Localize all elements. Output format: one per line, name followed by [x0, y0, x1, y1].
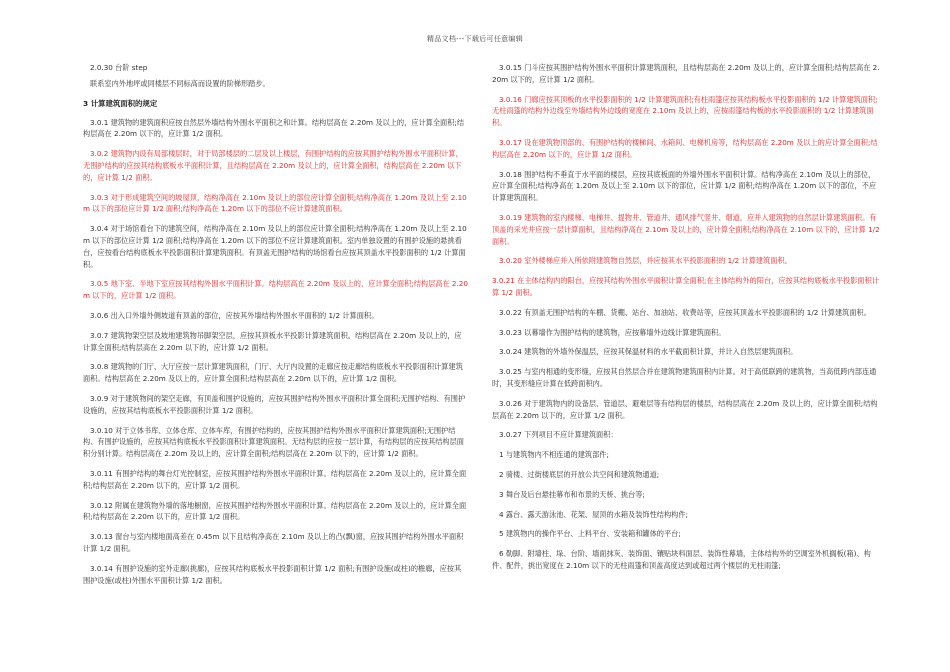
page-header: 精品文档---下载后可任意编辑: [426, 35, 524, 43]
clause-paragraph: 3.0.25 与室内相通的变形缝，应按其自然层合并在建筑物建筑面积内计算。对于高低联跨的建筑物，当高低跨内部连通时，其变形缝应计算在低跨面积内。: [492, 367, 877, 388]
clause-paragraph: 3.0.7 建筑物架空层及坡地建筑物吊脚架空层，应按其顶板水平投影计算建筑面积。结构层高在 2.20m 及以上的，应计算全面积;结构层高在 2.20m 以下的，应计算 1/2 面积。: [83, 330, 462, 352]
clause-paragraph: 3.0.9 对于建筑物间的架空走廊，有顶盖和围护设施的，应按其围护结构外围水平面积计算全面积;无围护结构、有围护设施的，应按其结构底板水平投影面积计算 1/2 面积。: [83, 393, 466, 415]
clause-paragraph: 2.0.30 台阶 step: [90, 63, 148, 72]
section-heading: 3 计算建筑面积的规定: [83, 98, 158, 108]
clause-paragraph: 4 露台、露天游泳池、花架、屋顶的水箱及装饰性结构构件;: [499, 509, 688, 519]
clause-paragraph: 3.0.23 以幕墙作为围护结构的建筑物，应按幕墙外边线计算建筑面积。: [499, 327, 726, 337]
clause-paragraph: 3 舞台及后台悬挂幕布和布景的天桥、挑台等;: [499, 489, 645, 499]
clause-paragraph: 3.0.19 建筑物的室内楼梯、电梯井、提物井、管道井、通风排气竖井、烟道，应并入建筑物的自然层计算建筑面积。有顶盖的采光井应按一层计算面积，且结构净高在 2.10m 及以上的，应计算全面积;结构净高在 2.10m 以下的，应计算 1/2 面积。: [492, 212, 880, 246]
clause-paragraph: 3.0.3 对于形成建筑空间的坡屋顶，结构净高在 2.10m 及以上的部位应计算全面积;结构净高在 1.20m 及以上至 2.10m 以下的部位应计算 1/2 面积;结构净高在 1.20m 以下的部位不应计算建筑面积。: [83, 192, 467, 214]
clause-paragraph: 3.0.20 室外楼梯应并入所依附建筑物自然层，并应按其水平投影面积的 1/2 计算建筑面积。: [499, 256, 792, 266]
clause-paragraph: 3.0.1 建筑物的建筑面积应按自然层外墙结构外围水平面积之和计算。结构层高在 2.20m 及以上的，应计算全面积;结构层高在 2.20m 以下的，应计算 1/2 面积。: [83, 117, 465, 139]
clause-paragraph: 3.0.16 门廊应按其顶板的水平投影面积的 1/2 计算建筑面积;有柱雨篷应按其结构板水平投影面积的 1/2 计算建筑面积;无柱雨篷的结构外边线至外墙结构外边线的宽度在 2.10m 及以上的，应按雨篷结构板的水平投影面积的 1/2 计算建筑面积。: [492, 94, 878, 128]
clause-paragraph: 3.0.24 建筑物的外墙外保温层，应按其保温材料的水平截面积计算，并计入自然层建筑面积。: [499, 347, 798, 357]
clause-paragraph: 5 建筑物内的操作平台、上料平台、安装箱和罐体的平台;: [499, 529, 681, 539]
clause-paragraph: 联系室内外地坪或同楼层不同标高而设置的阶梯形踏步。: [90, 78, 270, 88]
clause-paragraph: 3.0.26 对于建筑物内的设备层、管道层、避难层等有结构层的楼层，结构层高在 2.20m 及以上的，应计算全面积;结构层高在 2.20m 以下的，应计算 1/2 面积。: [492, 398, 878, 420]
clause-paragraph: 3.0.14 有围护设施的室外走廊(挑廊)，应按其结构底板水平投影面积计算 1/2 面积;有围护设施(或柱)的檐廊，应按其围护设施(或柱)外围水平面积计算 1/2 面积。: [83, 563, 462, 585]
right-column: [492, 62, 880, 580]
left-column: [83, 62, 468, 594]
clause-paragraph: 3.0.18 围护结构不垂直于水平面的楼层，应按其底板面的外墙外围水平面积计算。结构净高在 2.10m 及以上的部位，应计算全面积;结构净高在 1.20m 及以上至 2.10m 以下的部位，应计算 1/2 面积;结构净高在 1.20m 以下的部位，不应计算建筑面积。: [492, 169, 877, 203]
clause-paragraph: 3.0.2 建筑物内设有局部楼层时，对于局部楼层的二层及以上楼层，有围护结构的应按其围护结构外围水平面积计算，无围护结构的应按其结构底板水平面积计算，且结构层高在 2.20m 及以上的，应计算全面积，结构层高在 2.20m 以下的，应计算 1/2 面积。: [83, 149, 463, 182]
clause-paragraph: 3.0.5 地下室、半地下室应按其结构外围水平面积计算。结构层高在 2.20m 及以上的，应计算全面积;结构层高在 2.20m 以下的，应计算 1/2 面积。: [83, 279, 468, 301]
clause-paragraph: 3.0.21 在主体结构内的阳台，应按其结构外围水平面积计算全面积;在主体结构外的阳台，应按其结构底板水平投影面积计算 1/2 面积。: [492, 276, 879, 297]
clause-paragraph: 3.0.13 窗台与室内楼地面高差在 0.45m 以下且结构净高在 2.10m 及以上的凸(飘)窗，应按其围护结构外围水平面积计算 1/2 面积。: [83, 532, 464, 553]
clause-paragraph: 3.0.27 下列项目不应计算建筑面积：: [499, 430, 618, 440]
clause-paragraph: 3.0.15 门斗应按其围护结构外围水平面积计算建筑面积，且结构层高在 2.20m 及以上的，应计算全面积;结构层高在 2.20m 以下的，应计算 1/2 面积。: [492, 63, 880, 84]
clause-paragraph: 3.0.4 对于场馆看台下的建筑空间，结构净高在 2.10m 及以上的部位应计算全面积;结构净高在 1.20m 及以上至 2.10m 以下的部位应计算 1/2 面积;结构净高在 1.20m 以下的部位不应计算建筑面积。室内单独设置的有围护设施的悬挑看台，应按看台结构底板水平投影面积计算建筑面积。有顶盖无围护结构的场馆看台应按其顶盖水平投影面积的 1/2 计算面积。: [83, 224, 467, 269]
clause-paragraph: 2 骑楼、过街楼底层的开放公共空间和建筑物通道;: [499, 469, 660, 479]
clause-paragraph: 3.0.6 出入口外墙外侧坡道有顶盖的部位，应按其外墙结构外围水平面积的 1/2 计算面积。: [90, 310, 379, 320]
clause-paragraph: 3.0.10 对于立体书库、立体仓库、立体车库，有围护结构的，应按其围护结构外围水平面积计算建筑面积;无围护结构、有围护设施的，应按其结构底板水平投影面积计算建筑面积。无结构层的应按一层计算，有结构层的应按其结构层面积分别计算。结构层高在 2.20m 及以上的，应计算全面积;结构层高在 2.20m 以下的，应计算 1/2 面积。: [83, 425, 464, 459]
clause-paragraph: 1 与建筑物内不相连通的建筑部件;: [499, 450, 609, 460]
clause-paragraph: 3.0.11 有围护结构的舞台灯光控制室，应按其围护结构外围水平面积计算。结构层高在 2.20m 及以上的，应计算全面积;结构层高在 2.20m 以下的，应计算 1/2 面积。: [83, 468, 467, 490]
clause-paragraph: 6 勒脚、附墙柱、垛、台阶、墙面抹灰、装饰面、镶贴块料面层、装饰性幕墙，主体结构外的空调室外机搁板(箱)、构件、配件，挑出宽度在 2.10m 以下的无柱雨篷和顶盖高度达到或超过两个楼层的无柱雨篷;: [492, 549, 871, 570]
clause-paragraph: 3.0.8 建筑物的门厅、大厅应按一层计算建筑面积，门厅、大厅内设置的走廊应按走廊结构底板水平投影面积计算建筑面积。结构层高在 2.20m 及以上的，应计算全面积;结构层高在 2.20m 以下的，应计算 1/2 面积。: [83, 362, 463, 384]
clause-paragraph: 3.0.17 设在建筑物顶部的、有围护结构的楼梯间、水箱间、电梯机房等，结构层高在 2.20m 及以上的应计算全面积;结构层高在 2.20m 以下的，应计算 1/2 面积。: [492, 137, 878, 159]
clause-paragraph: 3.0.22 有顶盖无围护结构的车棚、货棚、站台、加油站、收费站等，应按其顶盖水平投影面积的 1/2 计算建筑面积。: [499, 307, 871, 317]
clause-paragraph: 3.0.12 附属在建筑物外墙的落地橱窗，应按其围护结构外围水平面积计算。结构层高在 2.20m 及以上的，应计算全面积;结构层高在 2.20m 以下的，应计算 1/2 面积。: [83, 500, 467, 522]
